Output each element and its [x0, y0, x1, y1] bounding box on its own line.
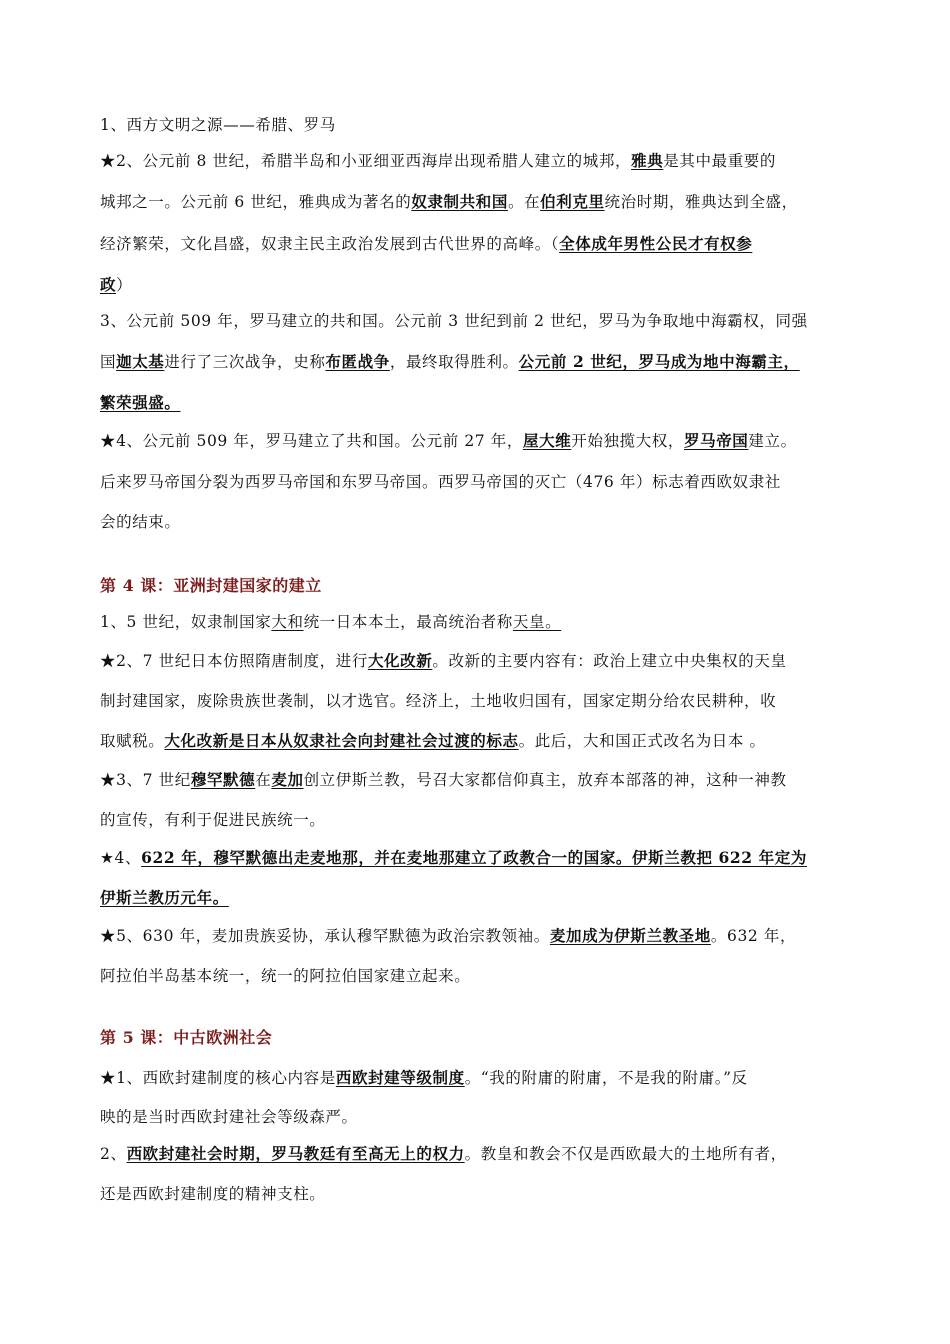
lesson-5-heading: 第 5 课：中古欧洲社会 [100, 1028, 273, 1047]
l5-item-2-line-2: 还是西欧封建制度的精神支柱。 [100, 1185, 326, 1203]
keyword-yamato: 大和 [271, 613, 304, 631]
keyword-islamic-calendar: 伊斯兰教历元年。 [100, 888, 229, 907]
keyword-papal-power: 西欧封建社会时期，罗马教廷有至高无上的权力 [126, 1144, 465, 1163]
lesson-4-heading: 第 4 课：亚洲封建国家的建立 [100, 576, 322, 595]
item-4-line-2: 后来罗马帝国分裂为西罗马帝国和东罗马帝国。西罗马帝国的灭亡（476 年）标志着西欧奴隶社 [100, 473, 781, 491]
item-2-line-1: ★2、公元前 8 世纪，希腊半岛和小亚细亚西海岸出现希腊人建立的城邦，雅典是其中最重要的 [100, 151, 776, 170]
keyword-athens: 雅典 [631, 151, 664, 170]
keyword-muhammad: 穆罕默德 [190, 770, 256, 789]
item-2-line-2: 城邦之一。公元前 6 世纪，雅典成为著名的奴隶制共和国。在伯利克里统治时期，雅典达到全盛， [100, 192, 798, 211]
item-3-line-2: 国迦太基进行了三次战争，史称布匿战争，最终取得胜利。公元前 2 世纪，罗马成为地中海霸主， [100, 352, 800, 371]
keyword-rome-hegemon: 公元前 2 世纪，罗马成为地中海霸主， [518, 352, 800, 371]
l4-item-2-line-1: ★2、7 世纪日本仿照隋唐制度，进行大化改新。改新的主要内容有：政治上建立中央集权的天皇 [100, 651, 787, 670]
keyword-citizens: 全体成年男性公民才有权参 [559, 234, 753, 253]
l4-item-5-line-2: 阿拉伯半岛基本统一，统一的阿拉伯国家建立起来。 [100, 967, 471, 985]
l4-item-4-line-1: ★4、622 年，穆罕默德出走麦地那，并在麦地那建立了政教合一的国家。伊斯兰教把 622 年定为 [100, 848, 807, 867]
keyword-hijra: 622 年，穆罕默德出走麦地那，并在麦地那建立了政教合一的国家。伊斯兰教把 622 年定为 [141, 848, 807, 867]
keyword-citizens-cont: 政 [100, 275, 117, 294]
keyword-tenno: 天皇。 [512, 613, 562, 631]
l5-item-1-line-2: 映的是当时西欧封建社会等级森严。 [100, 1108, 358, 1126]
l5-item-1-line-1: ★1、西欧封建制度的核心内容是西欧封建等级制度。“我的附庸的附庸，不是我的附庸。”反 [100, 1068, 748, 1087]
item-3-line-3 [100, 393, 860, 413]
l4-item-5-line-1: ★5、630 年，麦加贵族妥协，承认穆罕默德为政治宗教领袖。麦加成为伊斯兰教圣地。632 年， [100, 926, 797, 945]
item-3-line-1: 3、公元前 509 年，罗马建立的共和国。公元前 3 世纪到前 2 世纪，罗马为争取地中海霸权，同强 [100, 312, 808, 330]
keyword-holy-city: 麦加成为伊斯兰教圣地 [549, 926, 711, 945]
l4-item-3-line-2: 的宣传，有利于促进民族统一。 [100, 811, 326, 829]
keyword-octavian: 屋大维 [522, 431, 572, 450]
keyword-punic-wars: 布匿战争 [325, 352, 390, 371]
l4-item-2-line-2: 制封建国家，废除贵族世袭制，以才选官。经济上，土地收归国有，国家定期分给农民耕种，收 [100, 692, 777, 710]
keyword-taika-reform: 大化改新 [367, 651, 433, 670]
item-1-title: 1、西方文明之源——希腊、罗马 [100, 116, 336, 134]
keyword-pericles: 伯利克里 [540, 192, 605, 211]
keyword-roman-empire: 罗马帝国 [684, 431, 749, 450]
item-2-line-4: 政） [100, 275, 133, 294]
l4-item-2-line-3: 取赋税。大化改新是日本从奴隶社会向封建社会过渡的标志。此后，大和国正式改名为日本 。 [100, 731, 766, 750]
keyword-slave-republic: 奴隶制共和国 [411, 192, 508, 211]
l4-item-3-line-1: ★3、7 世纪穆罕默德在麦加创立伊斯兰教，号召大家都信仰真主，放弃本部落的神，这种一神教 [100, 770, 787, 789]
keyword-mecca: 麦加 [271, 770, 304, 789]
l4-item-1: 1、5 世纪，奴隶制国家大和统一日本本土，最高统治者称天皇。 [100, 613, 562, 631]
l4-item-4-line-2 [100, 888, 860, 908]
keyword-feudal-hierarchy: 西欧封建等级制度 [335, 1068, 465, 1087]
item-4-line-1: ★4、公元前 509 年，罗马建立了共和国。公元前 27 年，屋大维开始独揽大权，罗马帝国建立。 [100, 431, 797, 450]
item-4-line-3: 会的结束。 [100, 513, 181, 531]
keyword-taika-significance: 大化改新是日本从奴隶社会向封建社会过渡的标志 [164, 731, 519, 750]
keyword-prosperous: 繁荣强盛。 [100, 393, 181, 412]
item-2-line-3: 经济繁荣，文化昌盛，奴隶主民主政治发展到古代世界的高峰。（全体成年男性公民才有权参 [100, 234, 753, 253]
keyword-carthage: 迦太基 [116, 352, 165, 371]
l5-item-2-line-1: 2、西欧封建社会时期，罗马教廷有至高无上的权力。教皇和教会不仅是西欧最大的土地所有者， [100, 1144, 787, 1163]
